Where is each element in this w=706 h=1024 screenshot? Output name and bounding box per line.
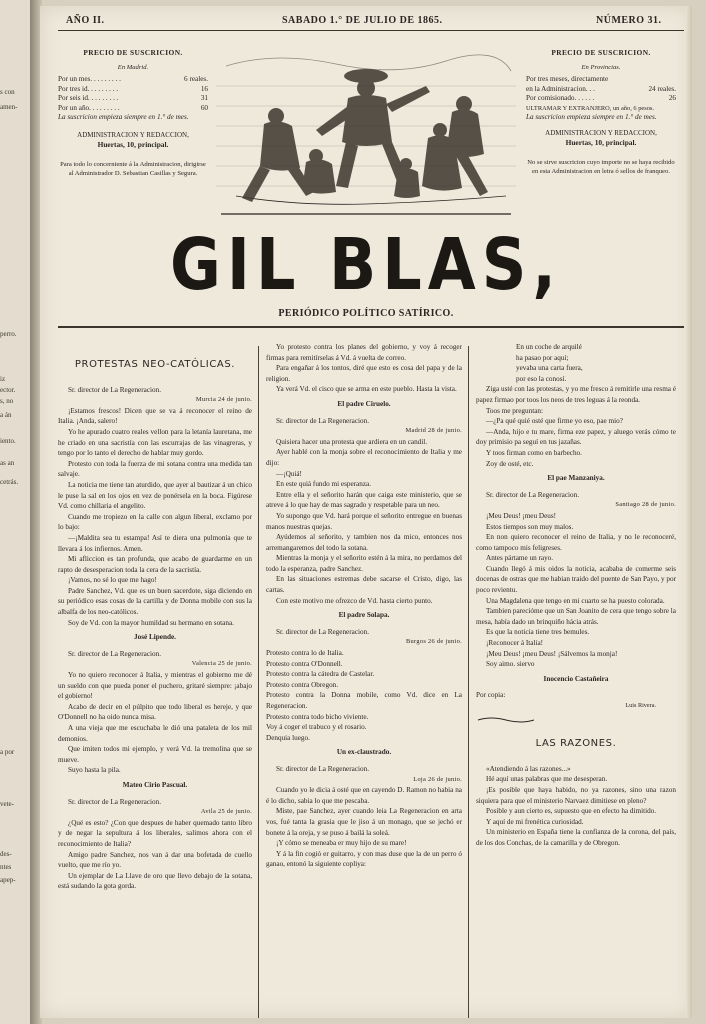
column-2 [266,342,462,870]
letter-salutation: Sr. director de La Regeneracion. [276,416,369,425]
rate-list [58,75,208,113]
paragraph: La noticia me tiene tan aturdido, que ayer al bautizar á un chico le puse la sal en los ojos en vez de ponérsela en la boca. Figúrese Vd. como chillaria el angelito. [58,480,252,511]
paragraph: —¡Maldita sea tu estampa! Así te diera una pulmonía que te llevara á los infiernos. Amen. [58,533,252,553]
paragraph: Suyo hasta la pila. [68,766,121,775]
letter-body [58,818,252,892]
rate-row [58,85,208,95]
paragraph: Que imiten todos mi ejemplo, y verá Vd. la tremolina que se mueve. [58,745,252,764]
paragraph: Cuando me tropiezo en la calle con algun liberal, exclamo por lo bajo: [58,512,252,532]
paragraph: ha pasao por aquí; [516,353,569,362]
paragraph: Amigo padre Sanchez, nos van á dar una bofetada de cuello vuelto, que me río yo. [58,850,252,870]
letter-salutation: Sr. director de La Regeneracion. [68,797,161,806]
paragraph: Protesto contra O'Donnell. [266,659,343,668]
admin-address: Huertas, 10, principal. [97,140,169,149]
margin-fragment: vete- [0,800,14,808]
paragraph: En non quiero reconocer el reino de Italia, y no le reconoceré, como tampoco mis feligreses. [476,533,676,552]
subscription-abroad: ULTRAMAR Y EXTRANJERO, un año, 6 pesos. [526,104,654,112]
subscription-place: En Provincias. [581,63,621,71]
rate-price: 24 reales. [648,84,676,93]
rate-row [58,94,208,104]
newspaper-title: GIL BLAS, [169,222,562,307]
rate-row [526,94,676,104]
letter-dateline: Burgos 26 de junio. [406,638,462,646]
subscription-note: La suscricion empieza siempre en 1.° de mes. [58,113,189,121]
margin-fragment: as an [0,459,15,467]
letter-salutation: Sr. director de La Regeneracion. [486,490,579,499]
paragraph: ¡Meu Deus! ¡meu Deus! [486,511,557,520]
date-label: SABADO 1.° DE JULIO DE 1865. [282,15,443,26]
admin-instructions: No se sirve suscricion cuyo importe no se haya recibido en esta Administracion en letra ó sellos de franqueo. [527,158,675,175]
subscription-heading: PRECIO DE SUSCRICION. [83,48,183,57]
margin-fragment: ector. [0,386,16,394]
margin-fragment: cetrás. [0,478,19,486]
rate-label: en la Administracion. . . [526,84,595,93]
margin-fragment: a por [0,748,15,756]
letter-dateline: Avila 25 de junio. [200,808,252,816]
paragraph: Acabo de decir en el púlpito que todo liberal es hereje, y que O'Donnell no ha oido nunca misa. [58,702,252,722]
newspaper-subtitle: PERIÓDICO POLÍTICO SATÍRICO. [278,308,454,319]
letter-body [266,785,462,870]
letter-salutation: Sr. director de La Regeneracion. [68,649,161,658]
margin-fragment: amen- [0,103,18,111]
column-3 [476,342,676,849]
paragraph: A una vieja que me escuchaba le dió una pataleta de los mil demonios. [58,724,252,743]
column-divider [258,346,259,1018]
margin-fragment: iento. [0,437,16,445]
paragraph: Voy á coger el trabuco y el rosario. [266,723,367,732]
copy-signature: Luis Rivera. [625,702,656,709]
paragraph: Y aquí de mi frenética curiosidad. [486,817,584,826]
rate-label: Por un año. . . . . . . . . [58,103,120,112]
masthead-rule [58,326,684,328]
margin-fragment: a án [0,411,12,419]
rate-list [526,75,676,104]
column-1 [58,342,252,892]
letter-body [476,511,676,670]
paragraph: Denquia luego. [266,733,310,742]
paragraph: Yo he apurado cuatro reales vellon para la letanía lauretana, me he criado en una sacristía con las escurrajas de las vinagreras, y tengo por lo tanto el derecho de hablar muy gordo. [58,427,252,458]
subscription-note: La suscricion empieza siempre en 1.° de mes. [526,113,657,121]
column-divider [468,346,469,1018]
subscription-place: En Madrid. [117,63,149,71]
header-rule [58,30,684,31]
verse [476,342,676,384]
paragraph: Un ministerio en España tiene la confianza de la corona, del país, de los dos Conchas, de la camarilla y de Obregon. [476,828,676,847]
article-body [476,764,676,849]
paragraph: Soy aimo. siervo [486,660,535,669]
rate-price: 31 [200,94,208,102]
letter-body [266,437,462,607]
paragraph: Con este motivo me ofrezco de Vd. hasta cierto punto. [276,596,433,605]
letter-dateline: Valencia 25 de junio. [191,660,252,668]
margin-fragment: des- [0,850,12,858]
paragraph: —Anda, hijo e tu mare, firma eze papez, y aluego verás cómo te doy primisio pa seguí en tus jazañas. [476,427,676,447]
margin-fragment: apep- [0,876,16,884]
admin-heading: ADMINISTRACION Y REDACCION, [77,130,189,139]
margin-fragment: s con [0,88,15,96]
paragraph: Es que la noticia tiene tres bemules. [486,628,590,637]
section-title: PROTESTAS NEO-CATÓLICAS. [74,359,236,370]
paragraph: En este quiá fundo mi esperanza. [276,480,371,489]
paragraph: Protesto contra todo bicho viviente. [266,712,369,721]
paragraph: Protesto contra la Donna mobile, como Vd. dice en La Regeneracion. [266,691,462,710]
paragraph: Ayer hablé con la monja sobre el reconocimiento de Italia y me dijo: [266,448,462,467]
letter-signature: El pae Manzaniya. [547,474,605,483]
paragraph: Miste, pae Sanchez, ayer cuando leia La Regeneracion en arta vos, fué tanta la grasia que le jiso á un monago, que se jechó er bonete á la oreja, y se puso á bailá la soleá. [266,807,462,837]
paragraph: Ya verá Vd. el cisco que se arma en este pueblo. Hasta la vista. [276,385,457,394]
rate-row [526,75,676,85]
rate-label: Por un mes. . . . . . . . . [58,75,121,83]
rate-row [58,75,208,85]
paragraph: ¿Qué es esto? ¿Con que despues de haber quemado tanto libro y de negar la sepultura á los liberales, salimos ahora con el reconocimiento de Italia? [58,818,252,848]
paragraph: Yo supongo que Vd. hará porque el señorito entregue en buenas manos nuestras quejas. [266,511,462,531]
paragraph: Protesto contra la cátedra de Castelar. [266,670,375,679]
issue-number: NÚMERO 31. [596,15,662,26]
paragraph: yevaba una carta fuera, [516,364,583,373]
paragraph: Yo protesto contra los planes del gobierno, y voy á recoger firmas para remitírselas á Vd. á vuelta de correo. [266,343,462,362]
rate-price: 60 [200,103,208,112]
paragraph: —¿Pa qué quié osté que firme yo eso, pae mio? [486,417,623,426]
paragraph: Estos tiempos son muy malos. [486,522,574,531]
letter-dateline: Madrid 28 de junio. [405,427,462,435]
flourish-ornament [476,716,536,724]
letter-dateline: Murcia 24 de junio. [195,396,252,404]
section-title: LAS RAZONES. [535,738,617,750]
paragraph: Protesto con toda la fuerza de mi sotana contra una medida tan salvaje. [58,459,252,479]
paragraph: por eso la conosí. [516,374,567,383]
rate-price: 26 [668,94,676,102]
margin-fragment: perro. [0,330,17,338]
letter-dateline: Santiago 28 de junio. [615,501,676,509]
letter-body [476,384,676,469]
masthead-engraving [216,46,516,218]
paragraph: Entre ella y el señorito harán que caiga este ministerio, que se atreve á lo que hay de mas sagrado y respetable para un neo. [266,490,462,510]
paragraph: Para engañar á los tontos, diré que esto es cosa del papa y de la religion. [266,364,462,383]
paragraph: Protesto contra lo de Italia. [266,649,344,658]
paragraph: Yo no quiero reconocer á Italia, y mientras el gobierno me dé un sueldo con que pueda poner el puchero, gritaré siempre: ¡abajo el gobierno! [58,671,252,701]
paragraph: Padre Sanchez, Vd. que es un buen sacerdote, siga diciendo en su periódico esas cosas de la cartilla y de Donna mobile con sus la albalfa de los neo-católicos. [58,586,252,617]
paragraph: Zoy de osté, etc. [486,459,534,468]
rate-label: Por tres id. . . . . . . . . [58,84,119,93]
paragraph: Y á la fin cogió er guitarro, y con mas duse que la de un perro ó ganao, entonó la siguiente copliya: [266,849,462,869]
rate-row [58,104,208,114]
protest-list [266,648,462,743]
rate-label: Por comisionado. . . . . . [526,94,595,102]
admin-heading: ADMINISTRACION Y REDACCION, [545,128,657,137]
subscription-left [58,48,208,178]
letter-signature: El padre Ciruelo. [337,399,391,408]
paragraph: Mientras la monja y el señorito estén á la mira, no perdamos del todo la esperanza, padre Sanchez. [266,554,462,573]
letter-salutation: Sr. director de La Regeneracion. [276,627,369,636]
paragraph: Una Magdalena que tengo en mi cuarto se ha puesto colorada. [486,596,665,605]
letter-body [266,342,462,395]
letter-signature: José Lipende. [134,633,176,642]
paragraph: —¡Quiá! [276,469,302,478]
paragraph: Tambien parecióme que un San Joanito de cera que tengo sobre la mesa, había dado un brinquiño hácia atrás. [476,607,676,626]
admin-instructions: Para todo lo concerniente á la Administracion, dirigirse al Administrador D. Sebastian Casillas y Segura. [60,160,206,177]
paragraph: ¡Y cómo se meneaba er muy hijo de su mare! [276,839,407,848]
letter-signature: Inocencio Castañeira [543,674,609,683]
letter-body [58,406,252,628]
paragraph: En las situaciones estremas debe sacarse el Cristo, digo, las cartas. [266,575,462,595]
letter-signature: Un ex-claustrado. [336,748,392,757]
paragraph: Antes pártame un rayo. [486,554,554,563]
paragraph: ¡Meu Deus! ¡meu Deus! ¡Sálvemos la monja! [486,649,618,658]
copy-label: Por copia: [476,691,506,700]
rate-row [526,85,676,95]
paragraph: Ayúdemos al señorito, y tambien nos da mico, entonces nos arremangaremos del todo la sotana. [266,533,462,552]
adjacent-page-edge [0,0,31,1024]
paragraph: Quisiera hacer una protesta que ardiera en un candil. [276,437,428,446]
letter-body [58,670,252,776]
subscription-right [526,48,676,176]
letter-dateline: Loja 26 de junio. [413,775,462,783]
paragraph: Soy de Vd. con la mayor humildad su hermano en sotana. [68,618,234,627]
paragraph: ¡Vamos, no sé lo que me hago! [68,576,157,585]
paragraph: ¡Reconocer á Italia! [486,639,544,648]
rate-price: 16 [200,84,208,93]
paragraph: Protesto contra Obregon. [266,680,339,689]
year-label: AÑO II. [66,15,105,26]
admin-address: Huertas, 10, principal. [565,138,637,147]
margin-fragment: s, no [0,397,14,405]
paragraph: ¡Estamos frescos! Dicen que se va á reconocer el reino de Italia. ¡Anda, salero! [58,406,252,426]
paragraph: Toos me preguntan: [486,406,543,415]
letter-salutation: Sr. director de La Regeneracion. [68,385,161,394]
margin-fragment: iz [0,375,6,383]
paragraph: Posible y aun cierto es, supuesto que en efecto ha dimitido. [486,807,657,816]
subscription-heading: PRECIO DE SUSCRICION. [551,48,651,57]
margin-fragment: ntes [0,863,12,871]
rate-price: 6 reales. [184,75,208,83]
paragraph: «Atendiendo á las razones...» [486,764,571,773]
paragraph: Cuando yo le dicia á osté que en cayendo D. Ramon no habia na é lo dicho, sabia lo que me pescaba. [266,786,462,805]
paragraph: Un ejemplar de La Llave de oro que llevo debajo de la sotana, está sudando la gota gorda. [58,871,252,891]
letter-signature: El padre Solapa. [338,611,390,620]
paragraph: ¡Es posible que haya habido, no ya razones, sino una razon siquiera para que el ministerio Narvaez dimitiese en pleno? [476,785,676,805]
paragraph: Cuando llegó á mis oidos la noticia, acababa de comerme seis docenas de ostras que me habian traido del puente de San Payo, y por poco revientu. [476,564,676,595]
paragraph: En un coche de arquilé [516,343,582,351]
rate-label: Por seis id. . . . . . . . . [58,94,119,102]
paragraph: Mi afliccion es tan profunda, que acabo de guardarme en un rapto de desesperacion toda la cera de la sacristía. [58,555,252,574]
paragraph: Hé aquí unas palabras que me desesperan. [486,775,608,784]
newspaper-page [40,6,692,1018]
letter-signature: Mateo Cirio Pascual. [122,780,188,789]
paragraph: Ziga usté con las protestas, y yo me fresco á remitirle una resma é papez firmao por toos los neos de tres leguas á la reonda. [476,385,676,404]
paragraph: Y toos firman como en barbecho. [486,448,582,457]
letter-salutation: Sr. director de La Regeneracion. [276,764,369,773]
rate-label: Por tres meses, directamente [526,75,609,83]
